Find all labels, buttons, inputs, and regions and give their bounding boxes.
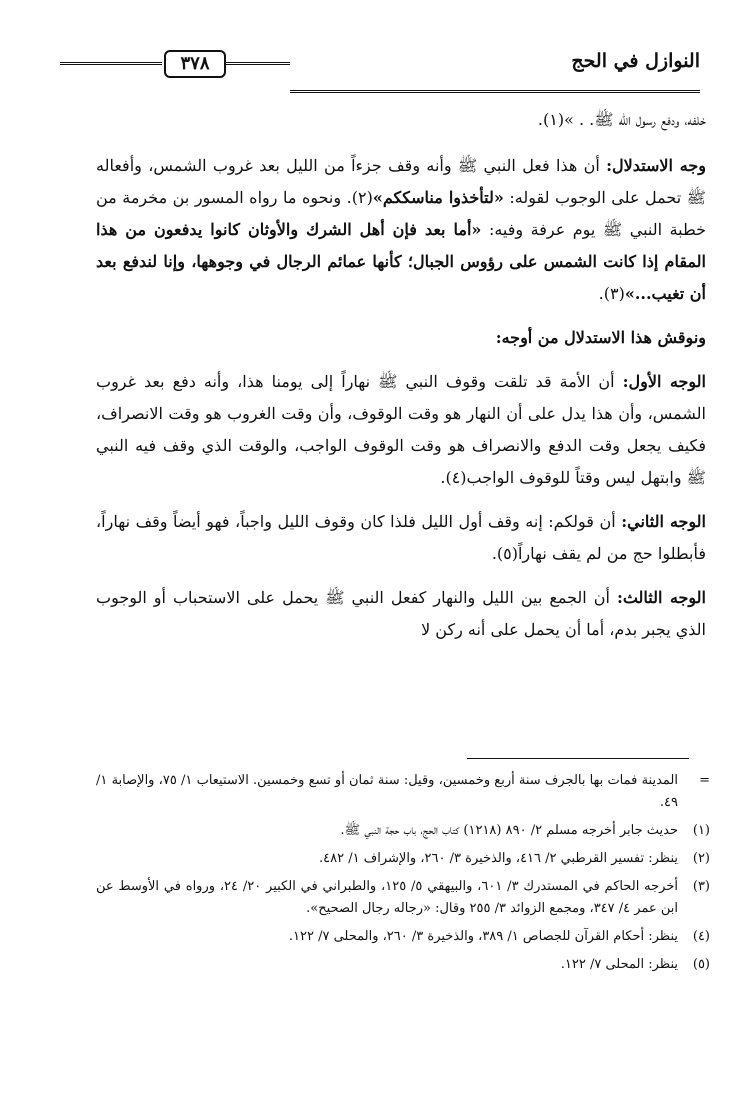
paragraph-4 — [96, 366, 706, 494]
footnote-text: ينظر: أحكام القرآن للجصاص ١/ ٣٨٩، والذخيرة ٣/ ٢٦٠، والمحلى ٧/ ١٢٢. — [288, 929, 678, 944]
paragraph-4-label: الوجه الأول: — [622, 372, 707, 391]
paragraph-2-label: وجه الاستدلال: — [606, 156, 707, 175]
paragraph-6-label: الوجه الثالث: — [616, 588, 706, 607]
footnote-text: ينظر: المحلى ٧/ ١٢٢. — [560, 957, 678, 972]
footnote-mark: (٥) — [692, 957, 710, 972]
footnote-text: أخرجه الحاكم في المستدرك ٣/ ٦٠١، والبيهقي ٥/ ١٢٥، والطبراني في الكبير ٢٠/ ٢٤، ورواه في الأوسط عن ابن عمر ٤/ ٣٤٧، ومجمع الزوائد ٣/ ٢٥٥ وقال: «رجاله رجال الصحيح». — [96, 879, 678, 916]
header-rule — [290, 90, 700, 93]
footnote-continued — [96, 770, 710, 814]
main-text — [96, 104, 706, 658]
paragraph-6 — [96, 582, 706, 646]
paragraph-2-text-b: (٢). ونحوه ما رواه المسور بن مخرمة من خطبة النبي ﷺ يوم عرفة وفيه: — [96, 188, 707, 239]
paragraph-5-label: الوجه الثاني: — [621, 512, 707, 531]
paragraph-2 — [96, 150, 706, 310]
footnote-2 — [96, 848, 710, 870]
footnotes — [96, 770, 710, 982]
footnote-separator — [467, 758, 689, 759]
header-rule-middle — [224, 62, 290, 65]
footnote-mark: (٢) — [692, 851, 710, 866]
hadith-quote-1: «لتأخذوا مناسككم» — [372, 188, 504, 207]
footnote-mark: (١) — [692, 823, 710, 838]
footnote-mark: (٤) — [692, 929, 710, 944]
page-number: ٣٧٨ — [164, 50, 226, 78]
footnote-4 — [96, 926, 710, 948]
footnote-5 — [96, 954, 710, 976]
header-rule-left — [60, 62, 162, 65]
footnote-mark: (٣) — [692, 879, 710, 894]
paragraph-1: خلفه، ودفع رسول الله ﷺ. . »(١). — [537, 110, 706, 129]
paragraph-5 — [96, 506, 706, 570]
footnote-text: المدينة فمات بها بالجرف سنة أربع وخمسين، وقيل: سنة ثمان أو تسع وخمسين. الاستيعاب ١/ ٧٥، والإصابة ١/ ٤٩. — [96, 773, 678, 810]
paragraph-4-text: أن الأمة قد تلقت وقوف النبي ﷺ نهاراً إلى يومنا هذا، وأنه دفع بعد غروب الشمس، وأن هذا يدل على أن النهار هو وقت الوقوف، وأن وقت الغروب هو وقت الانصراف، فكيف يجعل وقت الدفع والانصراف هو وقت الوقوف الواجب، والوقت الذي وقف فيه النبي ﷺ وابتهل ليس وقتاً للوقوف الواجب(٤). — [96, 372, 707, 487]
paragraph-5-text: أن قولكم: إنه وقف أول الليل فلذا كان وقوف الليل واجباً، فهو أيضاً وقف نهاراً، فأبطلوا حج من لم يقف نهاراً(٥). — [96, 512, 706, 563]
paragraph-2-text-a: أن هذا فعل النبي ﷺ وأنه وقف جزءاً من الليل بعد غروب الشمس، وأفعاله ﷺ تحمل على الوجوب لقوله: — [96, 156, 707, 207]
paragraph-6-text: أن الجمع بين الليل والنهار كفعل النبي ﷺ يحمل على الاستحباب أو الوجوب الذي يجبر بدم، أما أن يحمل على أنه ركن لا — [96, 588, 706, 639]
footnote-1 — [96, 820, 710, 842]
page-header — [60, 44, 700, 100]
paragraph-3: ونوقش هذا الاستدلال من أوجه: — [495, 328, 706, 347]
footnote-3 — [96, 876, 710, 920]
footnote-text: ينظر: تفسير القرطبي ٢/ ٤١٦، والذخيرة ٣/ ٢٦٠، والإشراف ١/ ٤٨٢. — [319, 851, 678, 866]
footnote-mark: = — [699, 773, 710, 788]
paragraph-2-text-c: (٣). — [598, 284, 625, 303]
hadith-quote-2: «أما بعد فإن أهل الشرك والأوثان كانوا يدفعون من هذا المقام إذا كانت الشمس على رؤوس الجبال؛ كأنها عمائم الرجال في وجوهها، وإنا لندفع بعد أن تغيب...» — [96, 220, 706, 303]
running-title: النوازل في الحج — [571, 50, 700, 72]
footnote-text: حديث جابر أخرجه مسلم ٢/ ٨٩٠ (١٢١٨) كتاب الحج، باب حجة النبي ﷺ. — [340, 823, 678, 838]
